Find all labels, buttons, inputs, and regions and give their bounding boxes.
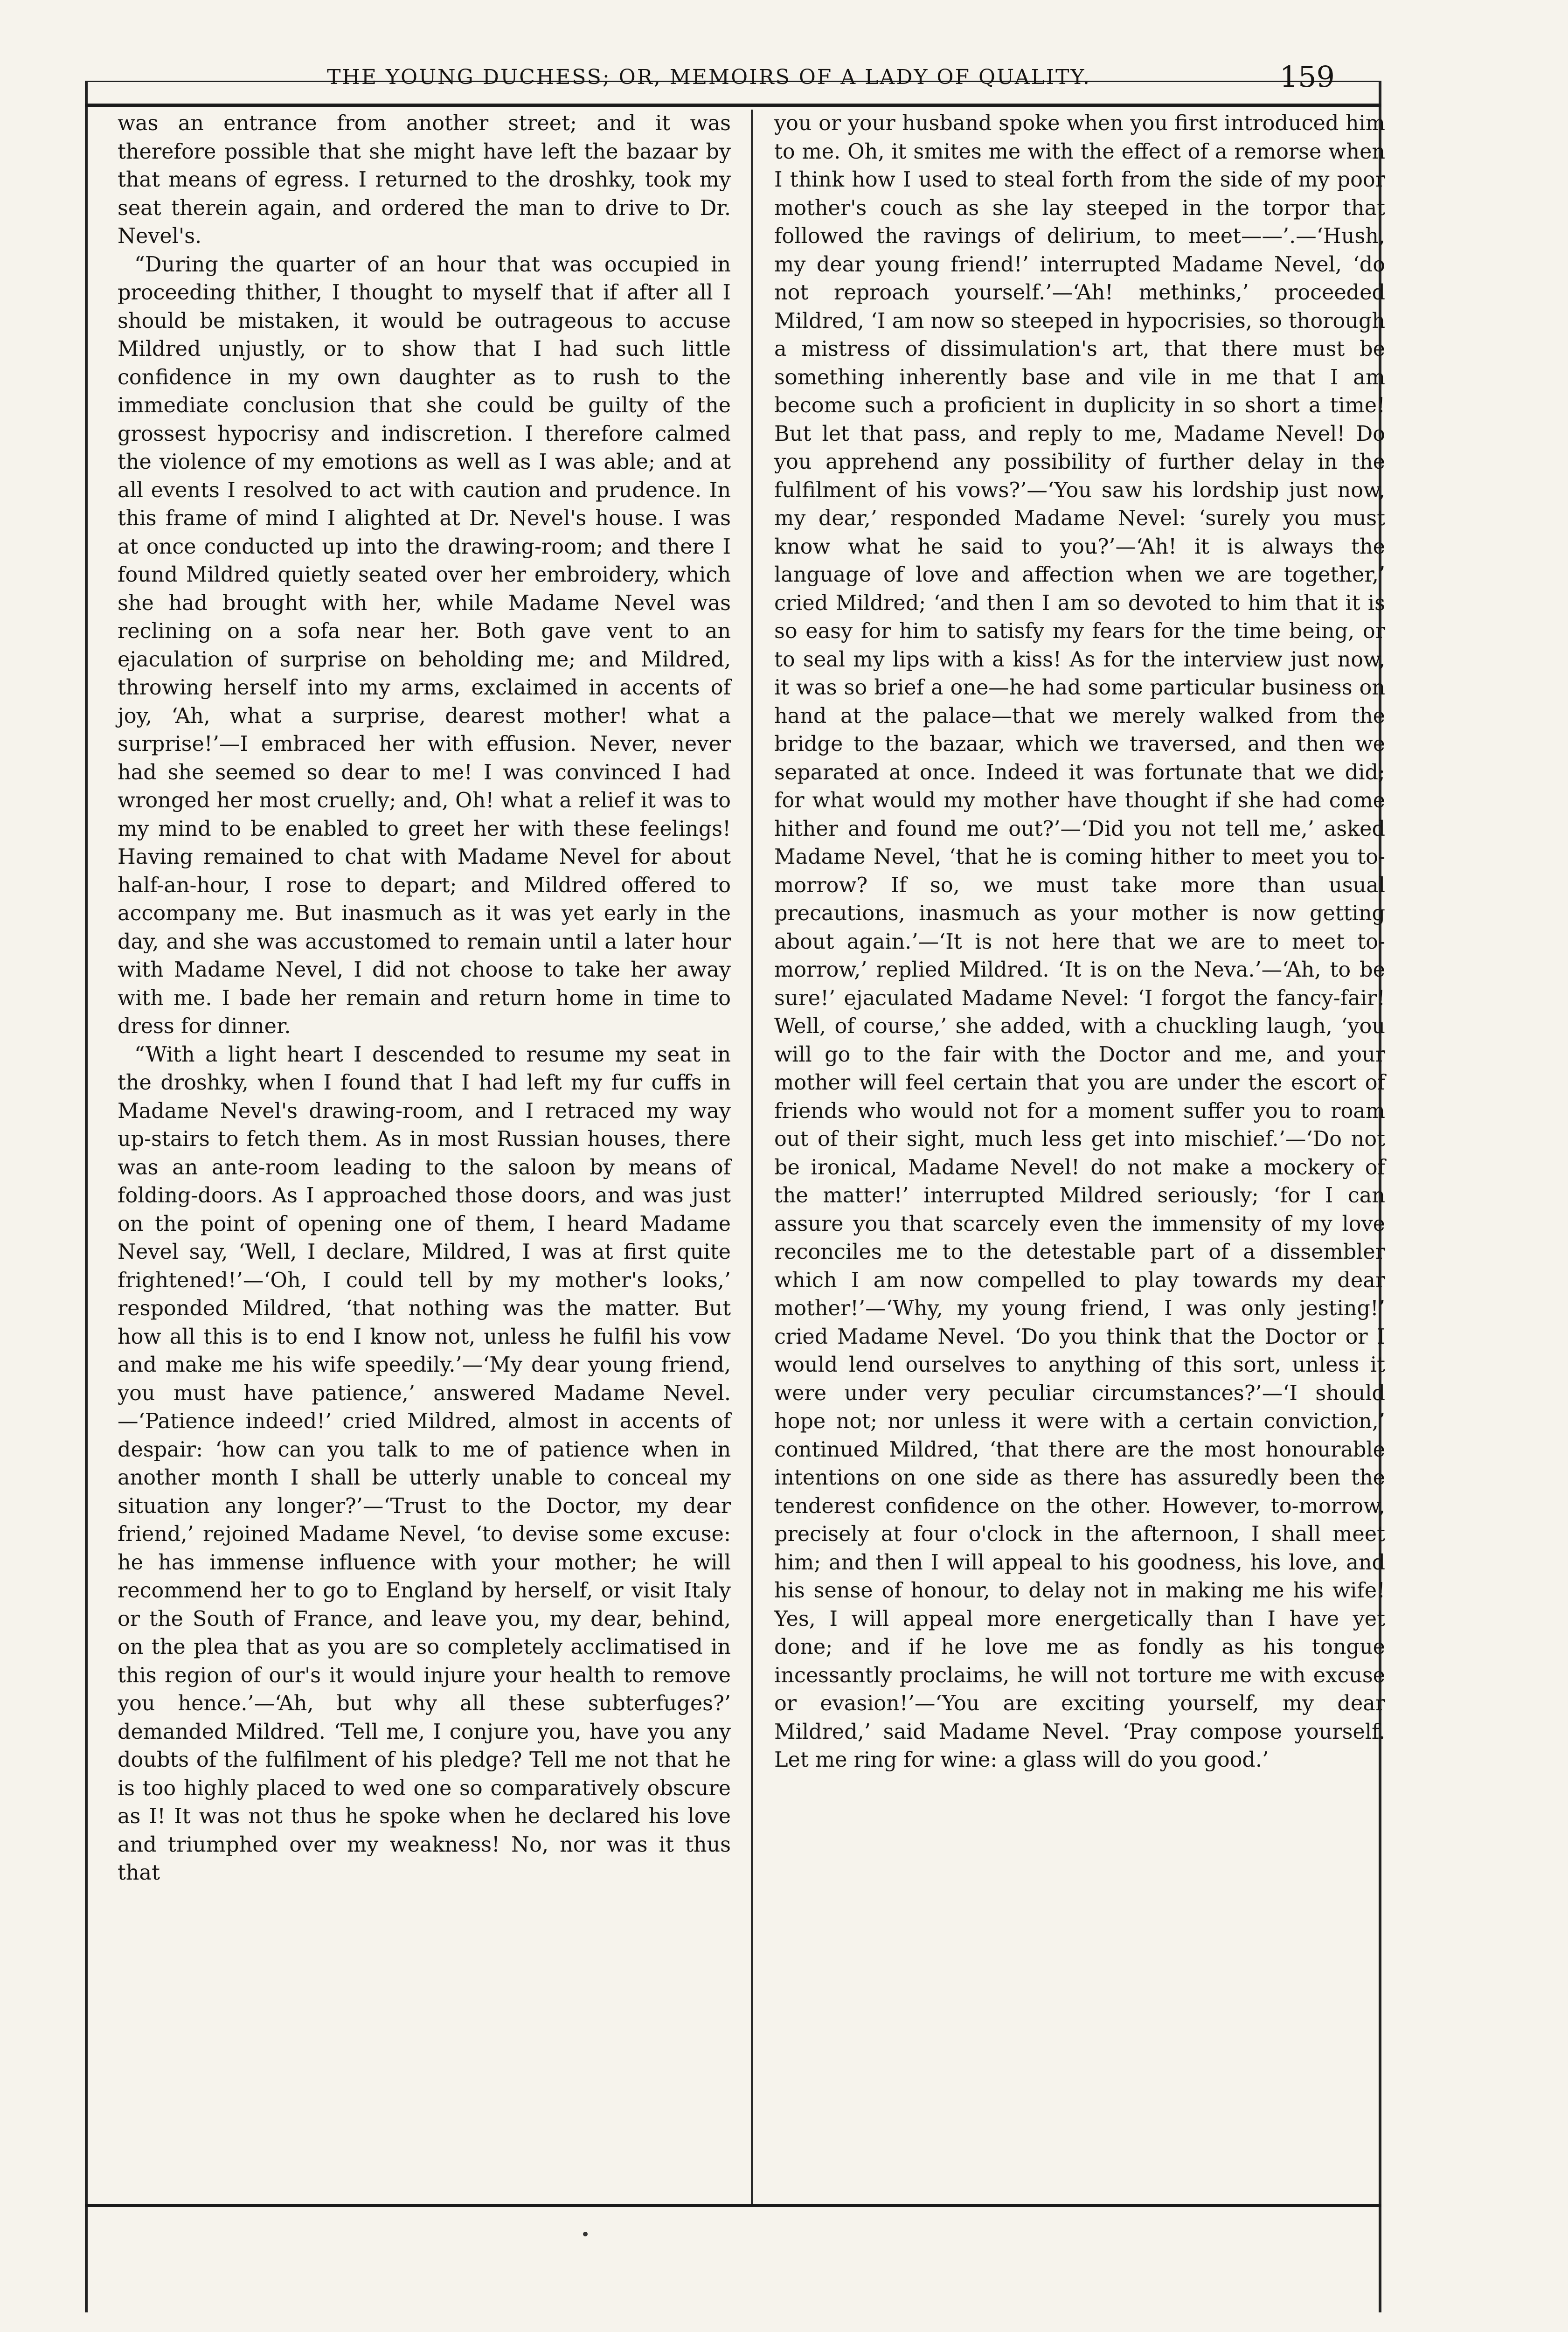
- left-column: [118, 110, 731, 1888]
- paragraph: “During the quarter of an hour that was occupied in proceeding thither, I thought to myself that if after all I should be mistaken, it would be outrageous to accuse Mildred unjustly, or to show that I had such little confidence in my own daughter as to rush to the immediate conclusion that she could be guilty of the grossest hypocrisy and indiscretion. I therefore calmed the violence of my emotions as well as I was able; and at all events I resolved to act with caution and prudence. In this frame of mind I alighted at Dr. Nevel's house. I was at once conducted up into the drawing-room; and there I found Mildred quietly seated over her embroidery, which she had brought with her, while Madame Nevel was reclining on a sofa near her. Both gave vent to an ejaculation of surprise on beholding me; and Mildred, throwing herself into my arms, exclaimed in accents of joy, ‘Ah, what a surprise, dearest mother! what a surprise!’—I embraced her with effusion. Never, never had she seemed so dear to me! I was convinced I had wronged her most cruelly; and, Oh! what a relief it was to my mind to be enabled to greet her with these feelings! Having remained to chat with Madame Nevel for about half-an-hour, I rose to depart; and Mildred offered to accompany me. But inasmuch as it was yet early in the day, and she was accustomed to remain until a later hour with Madame Nevel, I did not choose to take her away with me. I bade her remain and return home in time to dress for dinner.: [118, 252, 731, 1038]
- paragraph: was an entrance from another street; and it was therefore possible that she might have left the bazaar by that means of egress. I returned to the droshky, took my seat therein again, and ordered the man to drive to Dr. Nevel's.: [118, 111, 731, 248]
- paragraph: “With a light heart I descended to resume my seat in the droshky, when I found that I had left my fur cuffs in Madame Nevel's drawing-room, and I retraced my way up-stairs to fetch them. As in most Russian houses, there was an ante-room leading to the saloon by means of folding-doors. As I approached those doors, and was just on the point of opening one of them, I heard Madame Nevel say, ‘Well, I declare, Mildred, I was at first quite frightened!’—‘Oh, I could tell by my mother's looks,’ responded Mildred, ‘that nothing was the matter. But how all this is to end I know not, unless he fulfil his vow and make me his wife speedily.’—‘My dear young friend, you must have patience,’ answered Madame Nevel.—‘Patience indeed!’ cried Mildred, almost in accents of despair: ‘how can you talk to me of patience when in another month I shall be utterly unable to conceal my situation any longer?’—‘Trust to the Doctor, my dear friend,’ rejoined Madame Nevel, ‘to devise some excuse: he has immense influence with your mother; he will recommend her to go to England by herself, or visit Italy or the South of France, and leave you, my dear, behind, on the plea that as you are so completely acclimatised in this region of our's it would injure your health to remove you hence.’—‘Ah, but why all these subterfuges?’ demanded Mildred. ‘Tell me, I conjure you, have you any doubts of the fulfilment of his pledge? Tell me not that he is too highly placed to wed one so comparatively obscure as I! It was not thus he spoke when he declared his love and triumphed over my weakness! No, nor was it thus that: [118, 1042, 731, 1885]
- running-title: THE YOUNG DUCHESS; OR, MEMOIRS OF A LADY OF QUALITY.: [327, 65, 1091, 89]
- paragraph: you or your husband spoke when you first introduced him to me. Oh, it smites me with the effect of a remorse when I think how I used to steal forth from the side of my poor mother's couch as she lay steeped in the torpor that followed the ravings of delirium, to meet——’.—‘Hush, my dear young friend!’ interrupted Madame Nevel, ‘do not reproach yourself.’—‘Ah! methinks,’ proceeded Mildred, ‘I am now so steeped in hypocrisies, so thorough a mistress of dissimulation's art, that there must be something inherently base and vile in me that I am become such a proficient in duplicity in so short a time! But let that pass, and reply to me, Madame Nevel! Do you apprehend any possibility of further delay in the fulfilment of his vows?’—‘You saw his lordship just now, my dear,’ responded Madame Nevel: ‘surely you must know what he said to you?’—‘Ah! it is always the language of love and affection when we are together,’ cried Mildred; ‘and then I am so devoted to him that it is so easy for him to satisfy my fears for the time being, or to seal my lips with a kiss! As for the interview just now, it was so brief a one—he had some particular business on hand at the palace—that we merely walked from the bridge to the bazaar, which we traversed, and then we separated at once. Indeed it was fortunate that we did; for what would my mother have thought if she had come hither and found me out?’—‘Did you not tell me,’ asked Madame Nevel, ‘that he is coming hither to meet you to-morrow? If so, we must take more than usual precautions, inasmuch as your mother is now getting about again.’—‘It is not here that we are to meet to-morrow,’ replied Mildred. ‘It is on the Neva.’—‘Ah, to be sure!’ ejaculated Madame Nevel: ‘I forgot the fancy-fair! Well, of course,’ she added, with a chuckling laugh, ‘you will go to the fair with the Doctor and me, and your mother will feel certain that you are under the escort of friends who would not for a moment suffer you to roam out of their sight, much less get into mischief.’—‘Do not be ironical, Madame Nevel! do not make a mockery of the matter!’ interrupted Mildred seriously; ‘for I can assure you that scarcely even the immensity of my love reconciles me to the detestable part of a dissembler which I am now compelled to play towards my dear mother!’—‘Why, my young friend, I was only jesting!’ cried Madame Nevel. ‘Do you think that the Doctor or I would lend ourselves to anything of this sort, unless it were under very peculiar circumstances?’—‘I should hope not; nor unless it were with a certain conviction,’ continued Mildred, ‘that there are the most honourable intentions on one side as there has assuredly been the tenderest confidence on the other. However, to-morrow, precisely at four o'clock in the afternoon, I shall meet him; and then I will appeal to his goodness, his love, and his sense of honour, to delay not in making me his wife! Yes, I will appeal more energetically than I have yet done; and if he love me as fondly as his tongue incessantly proclaims, he will not torture me with excuse or evasion!’—‘You are exciting yourself, my dear Mildred,’ said Madame Nevel. ‘Pray compose yourself. Let me ring for wine: a glass will do you good.’: [774, 111, 1385, 1772]
- footer-rule: [85, 2204, 1381, 2207]
- page-number: 159: [1279, 60, 1335, 94]
- header-rule: [85, 104, 1381, 107]
- right-column: [774, 110, 1385, 1775]
- column-divider: [751, 110, 753, 2204]
- printer-mark: [583, 2232, 588, 2236]
